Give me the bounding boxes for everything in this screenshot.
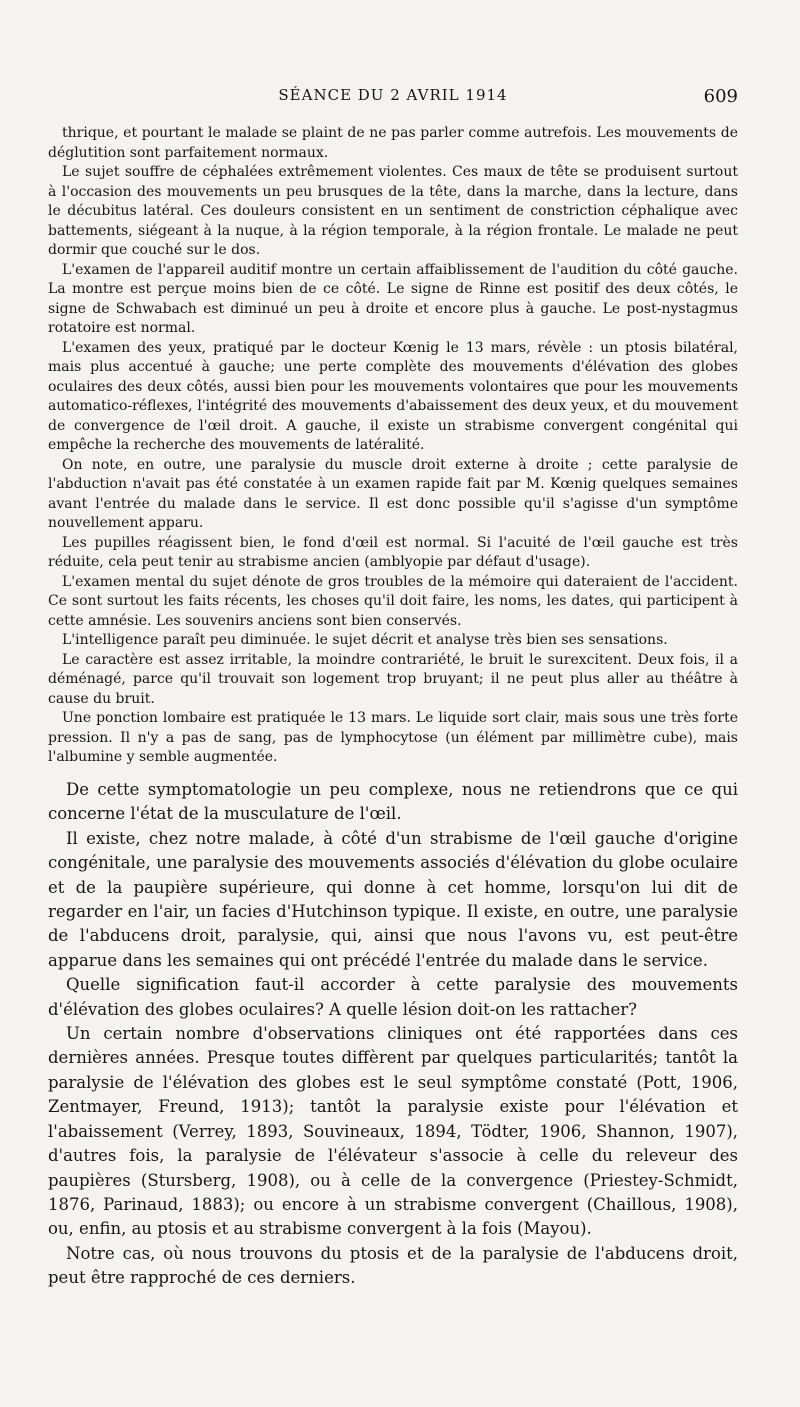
- case-paragraph: On note, en outre, une paralysie du muscle droit externe à droite ; cette paralysie de l'abduction n'avait pas été constatée à un examen rapide fait par M. Kœnig quelques semaines avant l'entrée du malade dans le service. Il est donc possible qu'il s'agisse d'un symptôme nouvellement apparu.: [48, 456, 738, 531]
- case-paragraph: thrique, et pourtant le malade se plaint de ne pas parler comme autrefois. Les mouvements de déglutition sont parfaitement normaux.: [48, 125, 738, 161]
- case-paragraph: L'examen de l'appareil auditif montre un certain affaiblissement de l'audition du côté gauche. La montre est perçue moins bien de ce côté. Le signe de Rinne est positif des deux côtés, le signe de Schwabach est diminué un peu à droite et encore plus à gauche. Le post-nystagmus rotatoire est normal.: [48, 261, 738, 336]
- case-paragraph: L'examen mental du sujet dénote de gros troubles de la mémoire qui dateraient de l'accident. Ce sont surtout les faits récents, les choses qu'il doit faire, les noms, les dates, qui participent à cette amnésie. Les souvenirs anciens sont bien conservés.: [48, 573, 738, 629]
- case-paragraph: Le caractère est assez irritable, la moindre contrariété, le bruit le surexcitent. Deux fois, il a déménagé, parce qu'il trouvait son logement trop bruyant; il ne peut plus aller au théâtre à cause du bruit.: [48, 651, 738, 707]
- commentary-paragraph: De cette symptomatologie un peu complexe, nous ne retiendrons que ce qui concerne l'état de la musculature de l'œil.: [48, 780, 738, 824]
- commentary-paragraph: Il existe, chez notre malade, à côté d'un strabisme de l'œil gauche d'origine congénitale, une paralysie des mouvements associés d'élévation du globe oculaire et de la paupière supérieure, qui donne à cet homme, lorsqu'on lui dit de regarder en l'air, un facies d'Hutchinson typique. Il existe, en outre, une paralysie de l'abducens droit, paralysie, qui, ainsi que nous l'avons vu, est peut-être apparue dans les semaines qui ont précédé l'entrée du malade dans le service.: [48, 828, 738, 970]
- case-paragraph: Les pupilles réagissent bien, le fond d'œil est normal. Si l'acuité de l'œil gauche est très réduite, cela peut tenir au strabisme ancien (amblyopie par défaut d'usage).: [48, 534, 738, 570]
- case-paragraph: Une ponction lombaire est pratiquée le 13 mars. Le liquide sort clair, mais sous une très forte pression. Il n'y a pas de sang, pas de lymphocytose (un élément par millimètre cube), mais l'albumine y semble augmentée.: [48, 710, 738, 765]
- commentary-paragraph: Quelle signification faut-il accorder à cette paralysie des mouvements d'élévation des globes oculaires? A quelle lésion doit-on les rattacher?: [48, 975, 738, 1019]
- case-report: [48, 124, 738, 768]
- commentary-paragraph: Un certain nombre d'observations cliniques ont été rapportées dans ces dernières années. Presque toutes diffèrent par quelques particularités; tantôt la paralysie de l'élévation des globes est le seul symptôme constaté (Pott, 1906, Zentmayer, Freund, 1913); tantôt la paralysie existe pour l'élévation et l'abaissement (Verrey, 1893, Souvineaux, 1894, Tödter, 1906, Shannon, 1907), d'autres fois, la paralysie de l'élévateur s'associe à celle du releveur des paupières (Stursberg, 1908), ou à celle de la convergence (Priestey-Schmidt, 1876, Parinaud, 1883); ou encore à un strabisme convergent (Chaillous, 1908), ou, enfin, au ptosis et au strabisme convergent à la fois (Mayou).: [48, 1024, 738, 1239]
- commentary: [48, 778, 738, 1291]
- case-paragraph: L'examen des yeux, pratiqué par le docteur Kœnig le 13 mars, révèle : un ptosis bilatéral, mais plus accentué à gauche; une perte complète des mouvements d'élévation des globes oculaires des deux côtés, aussi bien pour les mouvements volontaires que pour les mouvements automatico-réflexes, l'intégrité des mouvements d'abaissement des deux yeux, et du mouvement de convergence de l'œil droit. A gauche, il existe un strabisme convergent congénital qui empêche la recherche des mouvements de latéralité.: [48, 339, 738, 453]
- page-header: [48, 86, 738, 110]
- page-number: 609: [703, 86, 738, 107]
- case-paragraph: Le sujet souffre de céphalées extrêmement violentes. Ces maux de tête se produisent surtout à l'occasion des mouvements un peu brusques de la tête, dans la marche, dans la lecture, dans le décubitus latéral. Ces douleurs consistent en un sentiment de constriction céphalique avec battements, siégeant à la nuque, à la région temporale, à la région frontale. Le malade ne peut dormir que couché sur le dos.: [48, 164, 738, 258]
- case-paragraph: L'intelligence paraît peu diminuée. le sujet décrit et analyse très bien ses sensations.: [62, 632, 668, 648]
- running-title: SÉANCE DU 2 AVRIL 1914: [278, 86, 508, 104]
- commentary-paragraph: Notre cas, où nous trouvons du ptosis et de la paralysie de l'abducens droit, peut être rapproché de ces derniers.: [48, 1243, 738, 1288]
